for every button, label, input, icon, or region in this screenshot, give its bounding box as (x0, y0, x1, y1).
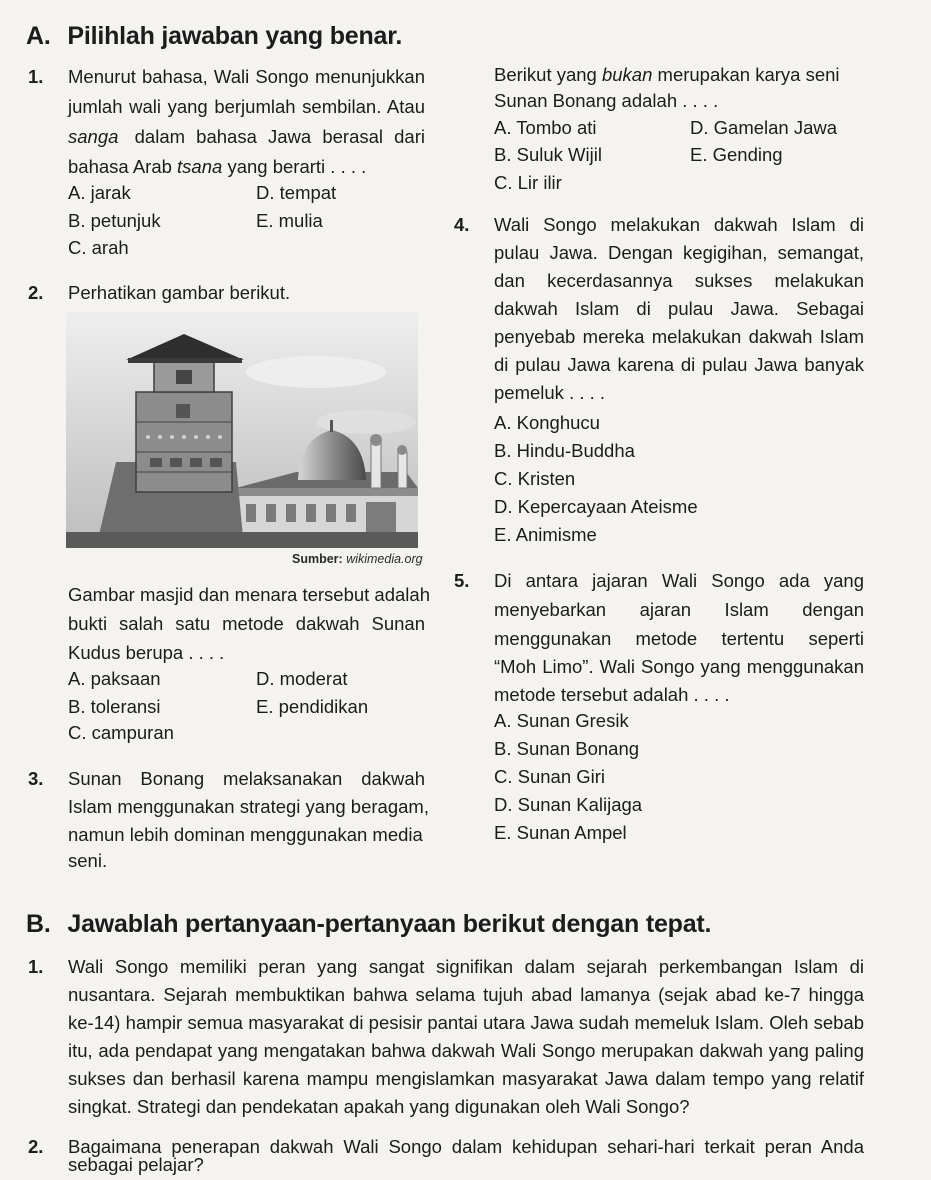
q3-cont-line-2: Sunan Bonang adalah . . . . (494, 90, 719, 111)
image-caption (292, 552, 423, 566)
q2-stem: Perhatikan gambar berikut. (68, 282, 291, 303)
menara-kudus-image (66, 312, 418, 548)
caption-label: Sumber: (292, 552, 343, 566)
q1-term-tsana: tsana (177, 156, 223, 177)
q4-line-4: dakwah Islam di pulau Jawa. Sebagai (494, 298, 864, 319)
section-b-title: Jawablah pertanyaan-pertanyaan berikut dengan tepat. (67, 910, 712, 938)
q2-option-e[interactable]: E. pendidikan (256, 696, 369, 717)
q1-term-sanga: sanga (68, 126, 119, 147)
q4-option-b[interactable]: B. Hindu-Buddha (494, 440, 635, 461)
b2-line-1: Bagaimana penerapan dakwah Wali Songo dalam kehidupan sehari-hari terkait peran Anda (68, 1136, 864, 1157)
q4-line-2: pulau Jawa. Dengan kegigihan, semangat, (494, 242, 864, 263)
q2-line-2: bukti salah satu metode dakwah Sunan (68, 613, 425, 634)
q1-option-a[interactable]: A. jarak (68, 182, 131, 203)
b1-line-5: sukses dan berhasil karena mampu mengislamkan masyarakat Jawa dalam tempo yang relatif (68, 1068, 864, 1089)
q5-number: 5. (454, 570, 470, 591)
q4-number: 4. (454, 214, 470, 235)
b1-line-3: ke-14) hampir semua masyarakat di pesisir pantai utara Jawa sudah memeluk Islam. Oleh sebab (68, 1012, 864, 1033)
section-a-title: Pilihlah jawaban yang benar. (67, 22, 403, 50)
q1-number: 1. (28, 66, 44, 87)
section-a-heading (26, 22, 402, 51)
q4-option-e[interactable]: E. Animisme (494, 524, 597, 545)
b1-line-2: nusantara. Sejarah membuktikan bahwa selama tujuh abad lamanya (sejak abad ke-7 hingga (68, 984, 864, 1005)
q1-line-2: jumlah wali yang berjumlah sembilan. Atau (68, 96, 425, 117)
q5-line-4: “Moh Limo”. Wali Songo yang menggunakan (494, 656, 864, 677)
q4-line-7: pemeluk . . . . (494, 382, 606, 403)
q3-line-4: seni. (68, 850, 108, 871)
q5-line-3: menggunakan metode tertentu seperti (494, 628, 864, 649)
q1-line-3-text: dalam bahasa Jawa berasal dari (134, 126, 425, 147)
q2-option-b[interactable]: B. toleransi (68, 696, 161, 717)
q5-line-1: Di antara jajaran Wali Songo ada yang (494, 570, 864, 591)
q2-number: 2. (28, 282, 44, 303)
q3-cont-italic: bukan (601, 64, 653, 85)
q3-option-b[interactable]: B. Suluk Wijil (494, 144, 602, 165)
q5-option-c[interactable]: C. Sunan Giri (494, 766, 606, 787)
q2-option-a[interactable]: A. paksaan (68, 668, 161, 689)
q4-line-5: penyebab mereka melakukan dakwah Islam (494, 326, 864, 347)
q5-option-b[interactable]: B. Sunan Bonang (494, 738, 640, 759)
section-b-letter: B. (26, 910, 51, 938)
q4-line-3: dan kecerdasannya sukses melakukan (494, 270, 864, 291)
b1-line-4: itu, ada pendapat yang mengatakan bahwa dakwah Wali Songo merupakan dakwah yang paling (68, 1040, 864, 1061)
q3-line-1: Sunan Bonang melaksanakan dakwah (68, 768, 425, 789)
q1-line-4-end: yang berarti . . . . (227, 156, 367, 177)
q5-line-2: menyebarkan ajaran Islam dengan (494, 599, 864, 620)
b1-line-1: Wali Songo memiliki peran yang sangat signifikan dalam sejarah perkembangan Islam di (68, 956, 864, 977)
b2-line-2: sebagai pelajar? (68, 1154, 204, 1175)
q1-option-c[interactable]: C. arah (68, 237, 129, 258)
q2-option-d[interactable]: D. moderat (256, 668, 348, 689)
q2-line-1: Gambar masjid dan menara tersebut adalah (68, 584, 430, 605)
q1-option-d[interactable]: D. tempat (256, 182, 337, 203)
q1-option-b[interactable]: B. petunjuk (68, 210, 161, 231)
q3-cont-line-1 (494, 64, 840, 86)
q3-option-a[interactable]: A. Tombo ati (494, 117, 597, 138)
b2-number: 2. (28, 1136, 44, 1157)
q3-option-c[interactable]: C. Lir ilir (494, 172, 562, 193)
q3-cont-line-1-b: merupakan karya seni (657, 64, 840, 85)
q4-option-c[interactable]: C. Kristen (494, 468, 576, 489)
q3-line-2: Islam menggunakan strategi yang beragam, (68, 796, 429, 817)
q5-option-a[interactable]: A. Sunan Gresik (494, 710, 629, 731)
q2-option-c[interactable]: C. campuran (68, 722, 174, 743)
q1-line-1: Menurut bahasa, Wali Songo menunjukkan (68, 66, 425, 87)
b1-number: 1. (28, 956, 44, 977)
q5-option-e[interactable]: E. Sunan Ampel (494, 822, 627, 843)
q3-number: 3. (28, 768, 44, 789)
q1-option-e[interactable]: E. mulia (256, 210, 323, 231)
q3-option-d[interactable]: D. Gamelan Jawa (690, 117, 838, 138)
b1-line-6: singkat. Strategi dan pendekatan apakah yang digunakan oleh Wali Songo? (68, 1096, 690, 1117)
q1-line-4-text: bahasa Arab (68, 156, 172, 177)
q3-cont-line-1-a: Berikut yang (494, 64, 597, 85)
q4-line-6: di pulau Jawa karena di pulau Jawa banyak (494, 354, 864, 375)
q4-line-1: Wali Songo melakukan dakwah Islam di (494, 214, 864, 235)
caption-source: wikimedia.org (346, 552, 423, 566)
mosque-minaret-illustration (66, 312, 418, 548)
q4-option-a[interactable]: A. Konghucu (494, 412, 600, 433)
section-b-heading (26, 910, 711, 939)
q5-line-5: metode tersebut adalah . . . . (494, 684, 730, 705)
section-a-letter: A. (26, 22, 51, 50)
q3-option-e[interactable]: E. Gending (690, 144, 783, 165)
q4-option-d[interactable]: D. Kepercayaan Ateisme (494, 496, 698, 517)
q3-line-3: namun lebih dominan menggunakan media (68, 824, 423, 845)
q5-option-d[interactable]: D. Sunan Kalijaga (494, 794, 643, 815)
q2-line-3: Kudus berupa . . . . (68, 642, 225, 663)
q1-line-3 (68, 126, 425, 148)
q1-line-4 (68, 156, 366, 178)
